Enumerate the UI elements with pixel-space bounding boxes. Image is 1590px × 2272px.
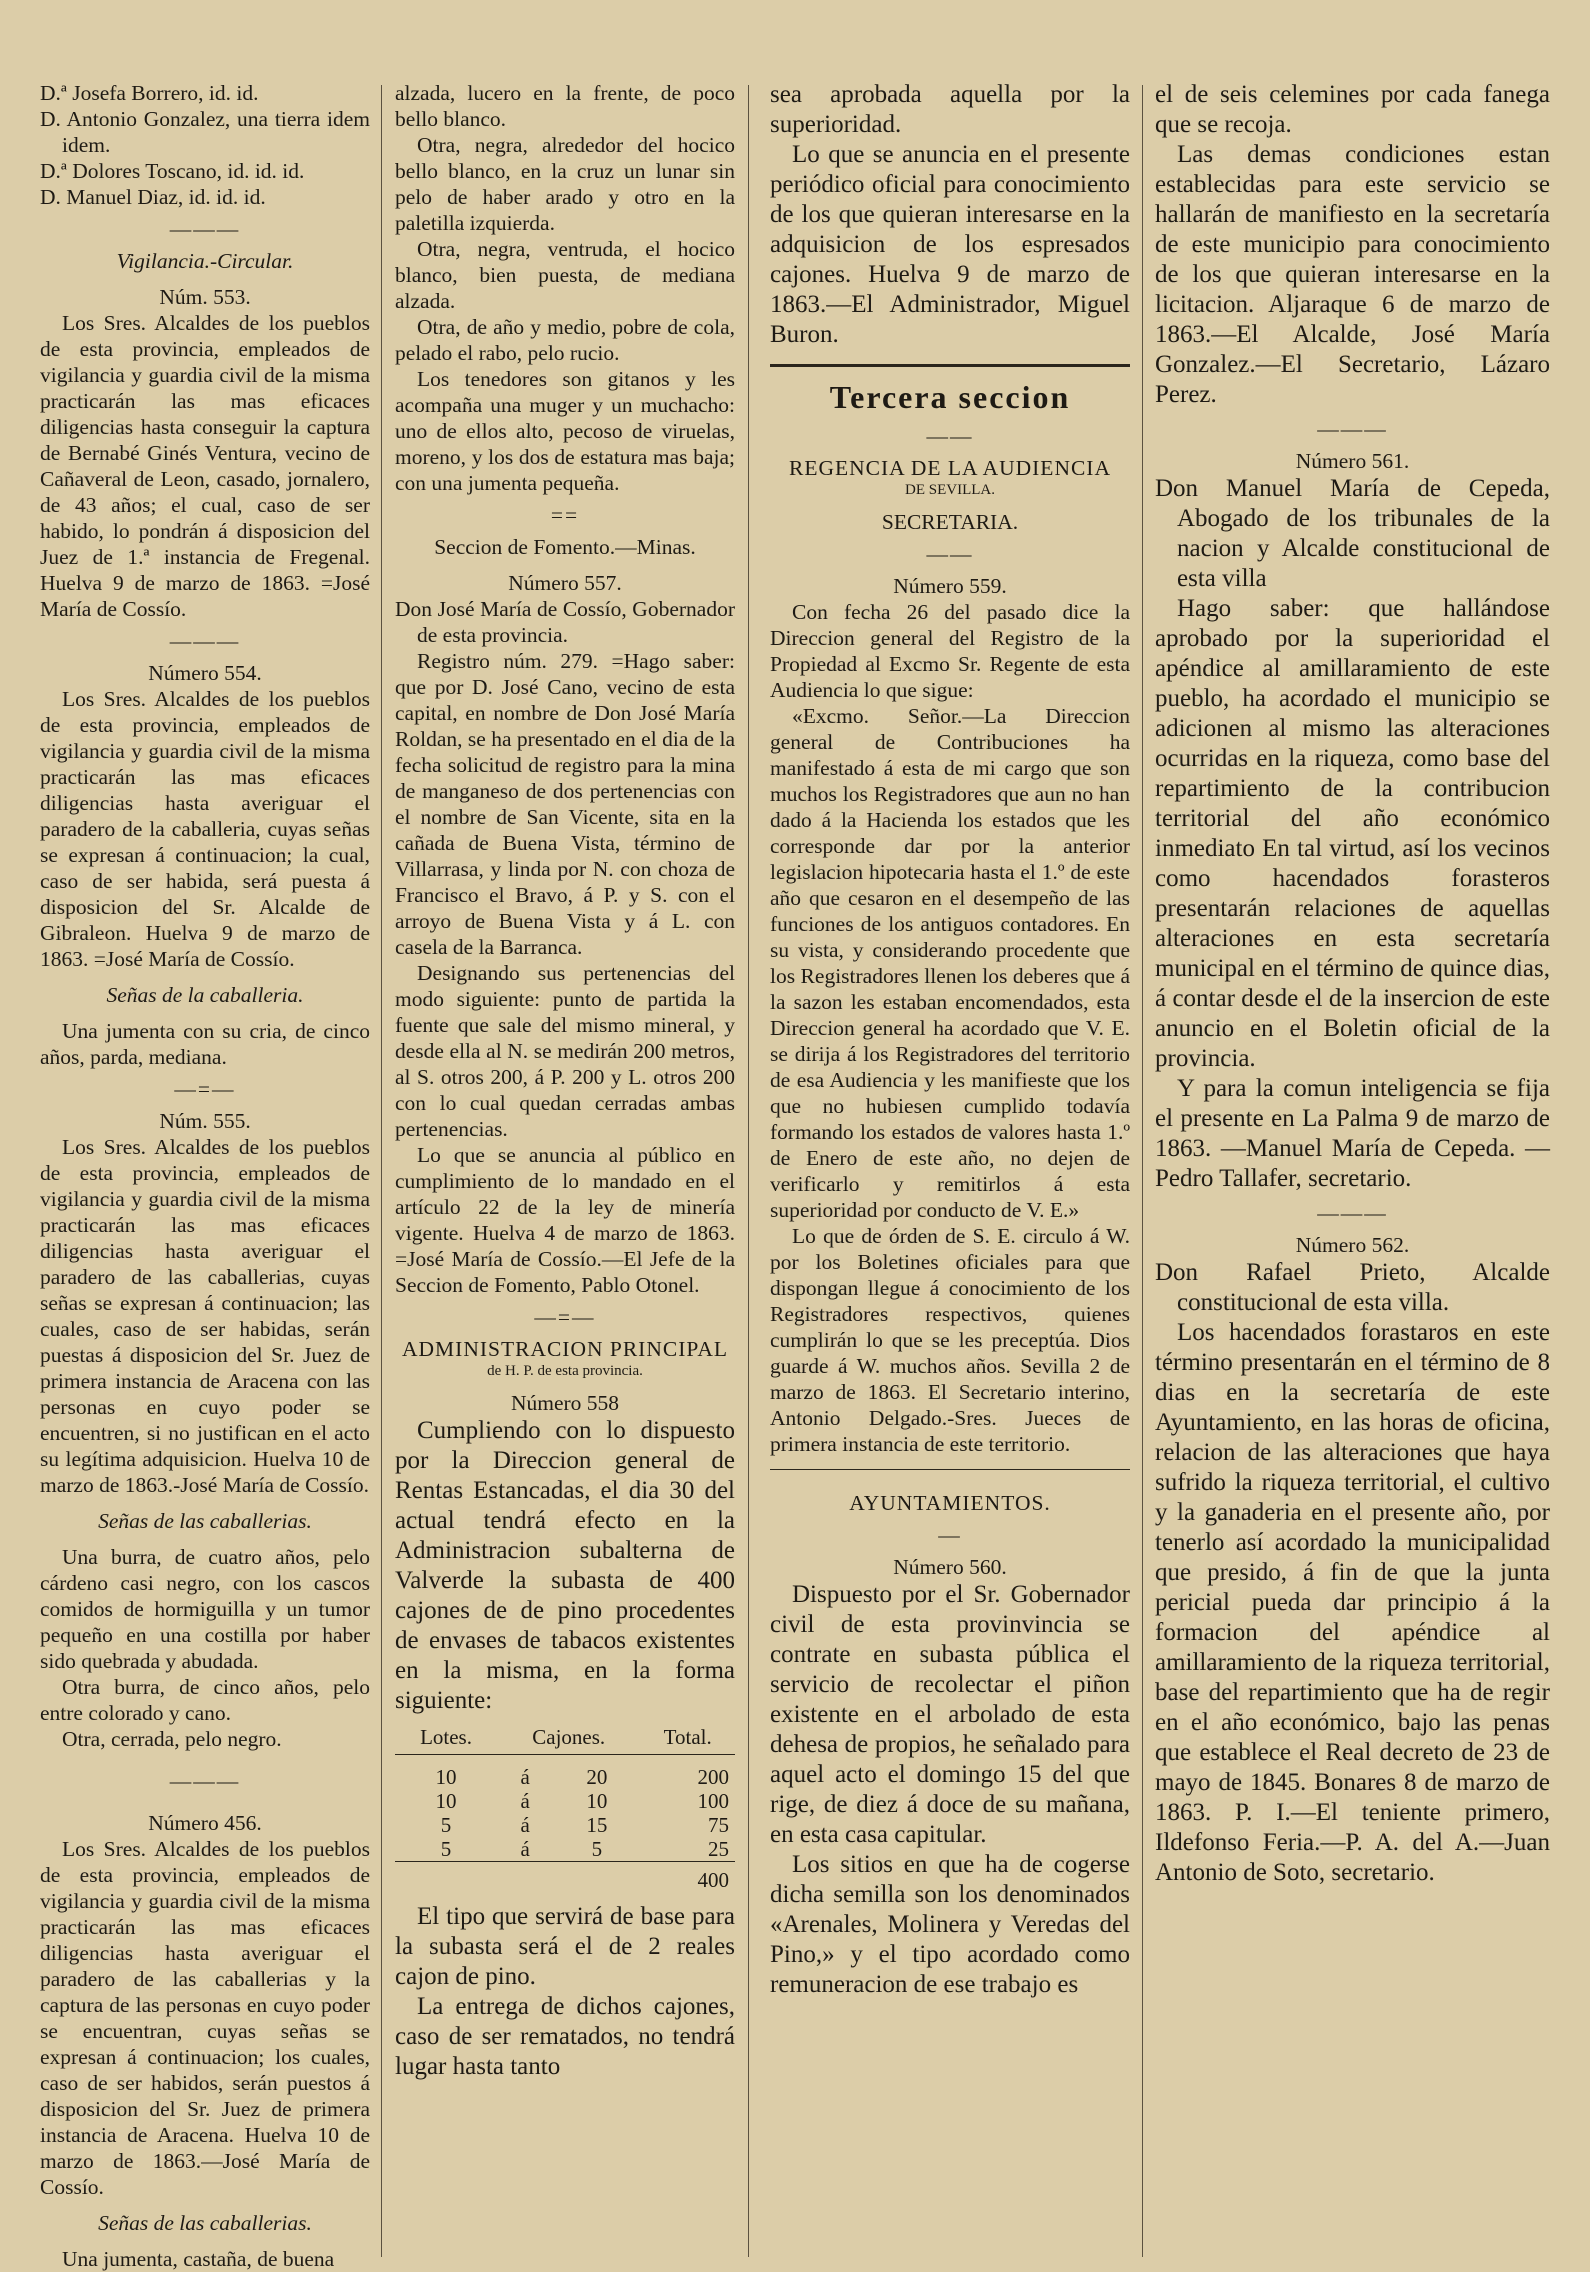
table-header: Cajones.: [497, 1720, 640, 1755]
subheading: Señas de las caballerias.: [98, 1509, 312, 1533]
table-cell: 10: [435, 1789, 457, 1813]
notice-text: Hago saber: que hallándose aprobado por la superioridad el apéndice al amillaramiento de este pueblo, ha acordado el municipio se adicionen al mismo las alteraciones ocurridas en la riqueza, como base del repartimiento de la contribucion territorial del año económico inmediato En tal virtud, así los vecinos como hacendados forasteros presentarán relaciones de aquellas alteraciones en esta secretaría municipal en el término de quince dias, á contar desde el de la insercion de este anuncio en el Boletin oficial de la provincia.: [1155, 595, 1550, 1072]
table-row: [395, 1837, 735, 1862]
notice-number: Número 557.: [508, 571, 622, 595]
separator: —: [938, 1523, 962, 1547]
list-item: D. Antonio Gonzalez, una tierra idem idem.: [40, 107, 370, 157]
notice-text: sea aprobada aquella por la superioridad.: [770, 81, 1130, 138]
section-rule: [770, 1469, 1130, 1470]
table-row: [395, 1789, 735, 1813]
table-cell: 20: [586, 1765, 608, 1789]
notice-text: Los sitios en que ha de cogerse dicha semilla son los denominados «Arenales, Molinera y Veredas del Pino,» y el tipo acordado como remuneracion de ese trabajo es: [770, 1851, 1130, 1998]
separator: ———: [169, 1769, 241, 1793]
table-cell: á: [520, 1765, 530, 1789]
list-item: D.ª Josefa Borrero, id. id.: [40, 81, 259, 105]
table-cell: 5: [440, 1813, 452, 1837]
notice-text: Una burra, de cuatro años, pelo cárdeno casi negro, con los cascos comidos de hormiguilla y un tumor pequeño en una costilla por haber sido quebrada y abudada.: [40, 1545, 370, 1673]
notice-text: Otra, negra, ventruda, el hocico blanco, bien puesta, de mediana alzada.: [395, 237, 735, 313]
table-cell: 200: [697, 1765, 729, 1789]
notice-text: Designando sus pertenencias del modo siguiente: punto de partida la fuente que sale del mismo mineral, y desde ella al N. se medirán 200 metros, al S. otros 200, á P. 200 y L. otros 200 con lo cual quedan cerradas ambas pertenencias.: [395, 961, 735, 1141]
table-cell: á: [520, 1837, 530, 1861]
section-heading: Seccion de Fomento.—Minas.: [434, 535, 696, 559]
table-cell: 5: [440, 1837, 452, 1861]
notice-number: Núm. 553.: [159, 285, 251, 309]
table-cell: 75: [708, 1813, 729, 1837]
lots-table: [395, 1720, 735, 1892]
notice-text: el de seis celemines por cada fanega que se recoja.: [1155, 81, 1550, 138]
table-cell: 10: [586, 1789, 608, 1813]
notice-number: Número 560.: [893, 1555, 1007, 1579]
table-header: Total.: [640, 1720, 735, 1755]
table-cell: 25: [708, 1837, 729, 1861]
column-1: [40, 80, 370, 2271]
table-cell: 15: [586, 1813, 608, 1837]
notice-number: Número 559.: [893, 574, 1007, 598]
notice-intro: Don José María de Cossío, Gobernador de esta provincia.: [395, 597, 735, 647]
table-row: [395, 1813, 735, 1837]
separator: ==: [550, 503, 580, 527]
section-heading: REGENCIA DE LA AUDIENCIA: [789, 456, 1111, 480]
notice-text: Registro núm. 279. =Hago saber: que por D. José Cano, vecino de esta capital, en nombre de Don José María Roldan, se ha presentado en el dia de la fecha solicitud de registro para la mina de manganeso de dos pertenencias con el nombre de San Vicente, sita en la cañada de Buena Vista, término de Villarrasa, y linda por N. con choza de Francisco el Bravo, á P. y S. con el arroyo de Buena Vista y á L. con casela de la Barranca.: [395, 649, 735, 959]
notice-number: Núm. 555.: [159, 1109, 251, 1133]
notice-text: Los Sres. Alcaldes de los pueblos de esta provincia, empleados de vigilancia y guardia civil de la misma practicarán las mas eficaces diligencias hasta averiguar el paradero de las caballerias y la captura de las personas en cuyo poder se encuentran, cuyas señas se expresan á continuacion; los cuales, caso de ser habidos, serán puestos á disposicion del Sr. Juez de primera instancia de Aracena. Huelva 10 de marzo de 1863.—José María de Cossío.: [40, 1837, 370, 2199]
section-title: Tercera seccion: [829, 379, 1071, 415]
subheading: Señas de las caballerias.: [98, 2211, 312, 2235]
notice-text: Una jumenta con su cria, de cinco años, parda, mediana.: [40, 1019, 370, 1069]
table-cell: 100: [697, 1789, 729, 1813]
notice-text: Lo que se anuncia al público en cumplimiento de lo mandado en el artículo 22 de la ley de minería vigente. Huelva 4 de marzo de 1863. =José María de Cossío.—El Jefe de la Seccion de Fomento, Pablo Otonel.: [395, 1143, 735, 1297]
table-total-row: [395, 1862, 735, 1893]
notice-text: Una jumenta, castaña, de buena: [62, 2247, 335, 2271]
notice-intro: Don Rafael Prieto, Alcalde constitucional de esta villa.: [1155, 1259, 1550, 1316]
subheading: Señas de la caballeria.: [106, 983, 304, 1007]
notice-text: Lo que de órden de S. E. circulo á W. por los Boletines oficiales para que dispongan llegue á conocimiento de los Registradores respectivos, quienes cumplirán lo que se les preceptúa. Dios guarde á W. muchos años. Sevilla 2 de marzo de 1863. El Secretario interino, Antonio Delgado.-Sres. Jueces de primera instancia de este territorio.: [770, 1224, 1130, 1456]
section-rule: [770, 364, 1130, 367]
column-rule: [1142, 85, 1143, 2257]
table-total: 400: [640, 1862, 735, 1893]
separator: ———: [169, 629, 241, 653]
notice-text: Otra, cerrada, pelo negro.: [62, 1727, 282, 1751]
column-4: [1155, 80, 1550, 2262]
notice-text: Otra burra, de cinco años, pelo entre colorado y cano.: [40, 1675, 370, 1725]
separator: ———: [1317, 417, 1388, 441]
column-3: [770, 80, 1130, 2262]
table-cell: á: [520, 1789, 530, 1813]
section-heading: AYUNTAMIENTOS.: [849, 1491, 1051, 1515]
table-cell: 5: [591, 1837, 603, 1861]
column-rule: [381, 85, 382, 2257]
section-heading: SECRETARIA.: [881, 510, 1019, 534]
column-rule: [748, 85, 749, 2257]
column-2: [395, 80, 735, 2262]
notice-intro: Don Manuel María de Cepeda, Abogado de los tribunales de la nacion y Alcalde constitucional de esta villa: [1155, 475, 1550, 592]
table-row: [395, 1765, 735, 1789]
notice-text: Cumpliendo con lo dispuesto por la Direccion general de Rentas Estancadas, el dia 30 del actual tendrá efecto en la Administracion subalterna de Valverde la subasta de 400 cajones de de pino procedentes de envases de tabacos existentes en la misma, en la forma siguiente:: [395, 1417, 735, 1714]
notice-text: La entrega de dichos cajones, caso de ser rematados, no tendrá lugar hasta tanto: [395, 1993, 735, 2080]
notice-number: Número 456.: [148, 1811, 262, 1835]
notice-text: Los hacendados forastaros en este término presentarán en el término de 8 dias en la secretaría de este Ayuntamiento, en las horas de oficina, relacion de las alteraciones que haya sufrido la riqueza territorial, el cultivo y la ganaderia en el presente año, por tenerlo así acordado la municipalidad que presido, á fin de que la junta pericial pueda dar principio á la formacion del apéndice al amillaramiento de la riqueza territorial, base del repartimiento que ha de regir en el año económico, bajo las penas que establece el Real decreto de 23 de mayo de 1845. Bonares 8 de marzo de 1863. P. I.—El teniente primero, Ildefonso Feria.—P. A. del A.—Juan Antonio de Soto, secretario.: [1155, 1319, 1550, 1886]
notice-text: Los tenedores son gitanos y les acompaña una muger y un muchacho: uno de ellos alto, pecoso de viruelas, moreno, y los dos de estatura mas baja; con una jumenta pequeña.: [395, 367, 735, 495]
notice-text: Las demas condiciones estan establecidas para este servicio se hallarán de manifiesto en la secretaría de este municipio para conocimiento de los que quieran interesarse en la licitacion. Aljaraque 6 de marzo de 1863.—El Alcalde, José María Gonzalez.—El Secretario, Lázaro Perez.: [1155, 141, 1550, 408]
section-heading: Vigilancia.-Circular.: [116, 249, 294, 273]
separator: ——: [926, 542, 974, 566]
separator: ———: [1317, 1201, 1388, 1225]
notice-text: Y para la comun inteligencia se fija el presente en La Palma 9 de marzo de 1863. —Manuel María de Cepeda. —Pedro Tallafer, secretario.: [1155, 1075, 1550, 1192]
table-header: Lotes.: [395, 1720, 497, 1755]
separator: ——: [926, 424, 974, 448]
section-subheading: de H. P. de esta provincia.: [487, 1363, 643, 1379]
section-heading: ADMINISTRACION PRINCIPAL: [401, 1337, 729, 1361]
notice-text: Los Sres. Alcaldes de los pueblos de esta provincia, empleados de vigilancia y guardia civil de la misma practicarán las mas eficaces diligencias hasta averiguar el paradero de la caballeria, cuyas señas se expresan á continuacion; la cual, caso de ser habida, será puesta á disposicion del Sr. Alcalde de Gibraleon. Huelva 9 de marzo de 1863. =José María de Cossío.: [40, 687, 370, 971]
notice-text: «Excmo. Señor.—La Direccion general de Contribuciones ha manifestado á esta de mi cargo que son muchos los Registradores que aun no han dado á la Hacienda los estados que les corresponde dar por la anterior legislacion hipotecaria hasta el 1.º de este año que cesaron en el desempeño de las funciones de los antiguos contadores. En su vista, y considerando procedente que los Registradores llenen los deberes que á la sazon les estaban encomendados, esta Direccion general ha acordado que V. E. se dirija á los Registradores del territorio de esa Audiencia y les manifieste que los que no hubiesen cumplido todavía formando los estados de valores hasta 1.º de Enero de este año, no dejen de verificarlo y remitirlos á esta superioridad por conducto de V. E.»: [770, 704, 1130, 1222]
list-item: D.ª Dolores Toscano, id. id. id.: [40, 159, 305, 183]
notice-text: Otra, negra, alrededor del hocico bello blanco, en la cruz un lunar sin pelo de haber arado y otro en la paletilla izquierda.: [395, 133, 735, 235]
notice-text: Los Sres. Alcaldes de los pueblos de esta provincia, empleados de vigilancia y guardia civil de la misma practicarán las mas eficaces diligencias hasta averiguar el paradero de las caballerias, cuyas señas se expresan á continuacion; las cuales, caso de ser habidas, serán puestas á disposicion del Sr. Juez de primera instancia de Aracena con las personas en cuyo poder se encuentren, si no justifican en el acto su legítima adquisicion. Huelva 10 de marzo de 1863.-José María de Cossío.: [40, 1135, 370, 1497]
notice-number: Número 558: [510, 1391, 620, 1415]
notice-number: Número 562.: [1295, 1233, 1410, 1257]
separator: —=—: [534, 1305, 596, 1329]
notice-text: alzada, lucero en la frente, de poco bello blanco.: [395, 81, 735, 131]
table-cell: 10: [435, 1765, 457, 1789]
notice-text: Los Sres. Alcaldes de los pueblos de esta provincia, empleados de vigilancia y guardia civil de la misma practicarán las mas eficaces diligencias hasta conseguir la captura de Bernabé Ginés Ventura, vecino de Cañaveral de Leon, casado, jornalero, de 43 años; el cual, caso de ser habido, lo pondrán á disposicion del Juez de 1.ª instancia de Fregenal. Huelva 9 de marzo de 1863. =José María de Cossío.: [40, 311, 370, 621]
separator: —=—: [174, 1077, 236, 1101]
notice-text: Lo que se anuncia en el presente periódico oficial para conocimiento de los que quieran interesarse en la adquisicion de los espresados cajones. Huelva 9 de marzo de 1863.—El Administrador, Miguel Buron.: [770, 141, 1130, 348]
section-subheading: DE SEVILLA.: [905, 482, 995, 498]
notice-text: El tipo que servirá de base para la subasta será el de 2 reales cajon de pino.: [395, 1903, 735, 1990]
separator: ———: [169, 217, 241, 241]
notice-text: Dispuesto por el Sr. Gobernador civil de esta provinvincia se contrate en subasta pública el servicio de recolectar el piñon existente en el arbolado de esta dehesa de propios, he señalado para aquel acto el domingo 15 del que rige, de diez á doce de su mañana, en esta casa capitular.: [770, 1581, 1130, 1848]
table-cell: á: [520, 1813, 530, 1837]
notice-text: Con fecha 26 del pasado dice la Direccion general del Registro de la Propiedad al Excmo Sr. Regente de esta Audiencia lo que sigue:: [770, 600, 1130, 702]
notice-text: Otra, de año y medio, pobre de cola, pelado el rabo, pelo rucio.: [395, 315, 735, 365]
notice-number: Número 554.: [148, 661, 262, 685]
notice-number: Número 561.: [1295, 449, 1410, 473]
list-item: D. Manuel Diaz, id. id. id.: [40, 185, 266, 209]
